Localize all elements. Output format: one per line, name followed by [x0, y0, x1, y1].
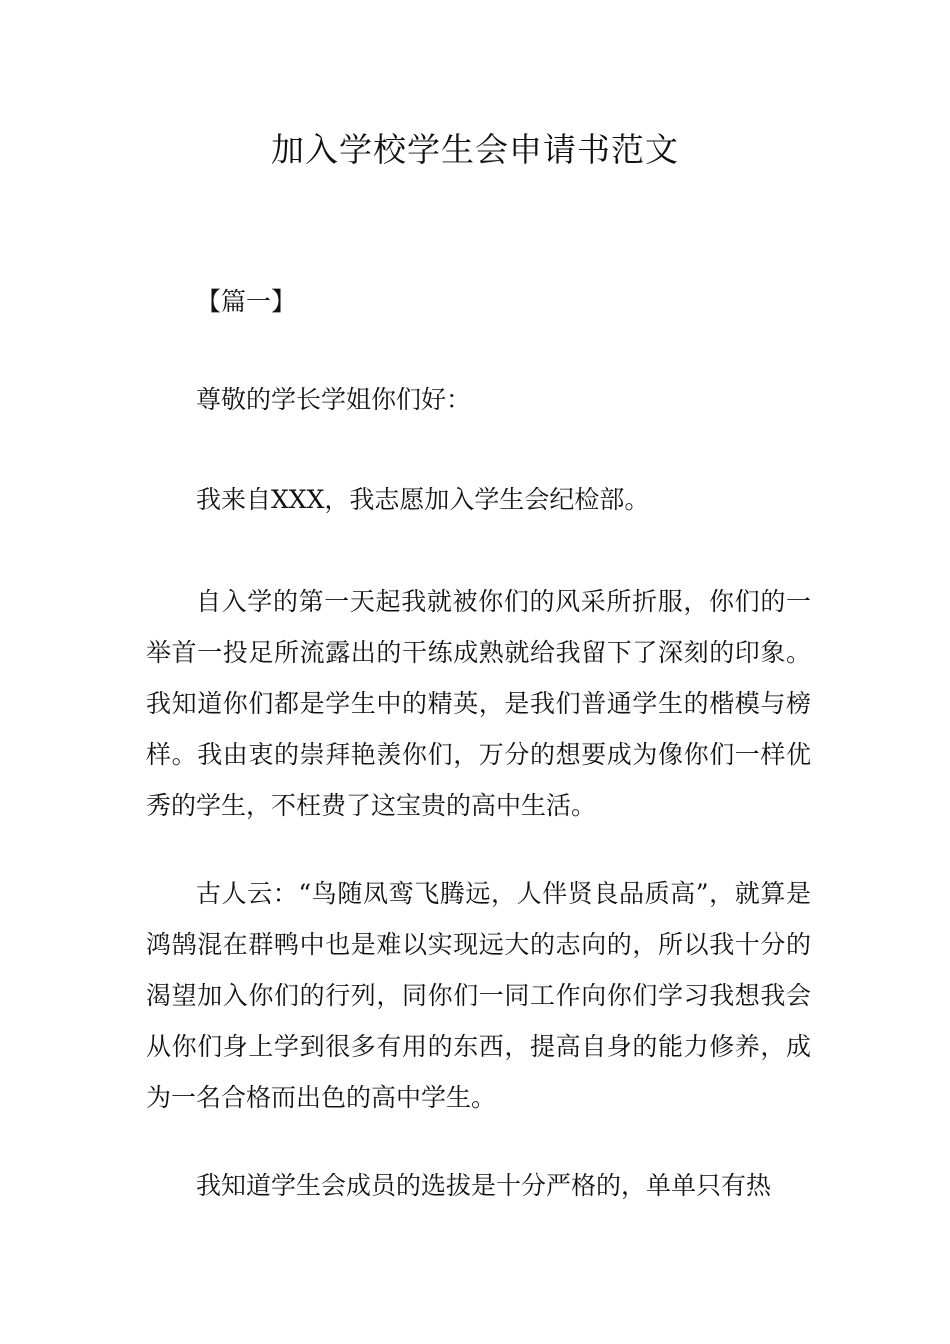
document-title: 加入学校学生会申请书范文 — [271, 130, 679, 169]
paragraph-aspiration: 古人云：“鸟随凤鸾飞腾远，人伴贤良品质高”，就算是鸿鹄混在群鸭中也是难以实现远大的志向的，所以我十分的渴望加入你们的行列，同你们一同工作向你们学习我想我会从你们身上学到很多有用的东西，提高自身的能力修养，成为一名合格而出色的高中学生。 — [146, 879, 811, 1112]
section-label: 【篇一】 — [196, 287, 297, 316]
paragraph-greeting: 尊敬的学长学姐你们好： — [196, 385, 472, 414]
paragraph-selection: 我知道学生会成员的选拔是十分严格的，单单只有热 — [196, 1171, 772, 1200]
paragraph-admiration: 自入学的第一天起我就被你们的风采所折服，你们的一举首一投足所流露出的干练成熟就给我留下了深刻的印象。我知道你们都是学生中的精英，是我们普通学生的楷模与榜样。我由衷的崇拜艳羡你们，万分的想要成为像你们一样优秀的学生，不枉费了这宝贵的高中生活。 — [146, 587, 811, 820]
paragraph-intro: 我来自XXX，我志愿加入学生会纪检部。 — [196, 485, 650, 514]
